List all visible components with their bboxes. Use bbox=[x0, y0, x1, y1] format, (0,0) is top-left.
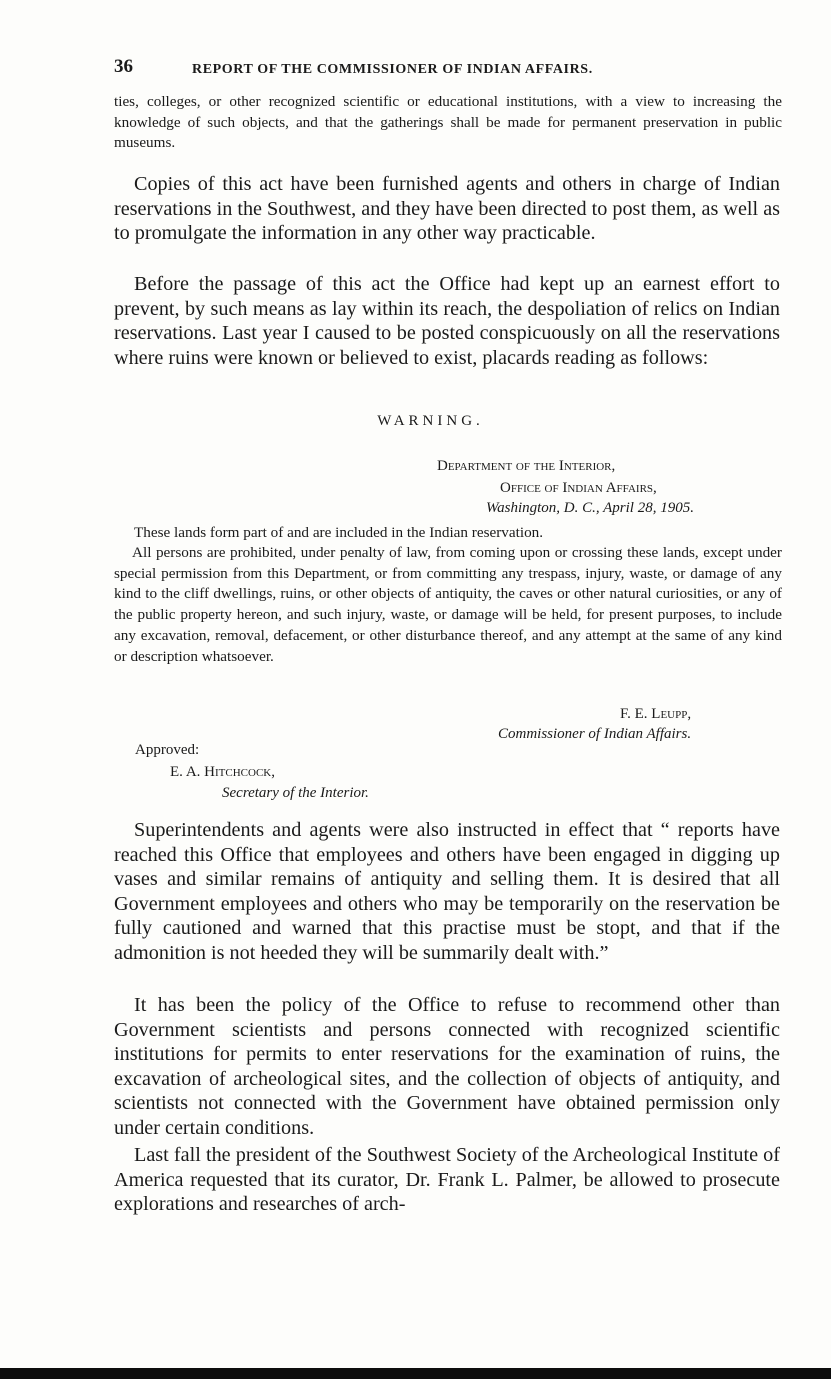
warning-heading: WARNING. bbox=[377, 413, 484, 429]
paragraph-copies-of-act: Copies of this act have been furnished agents and others in charge of Indian reservations in the Southwest, and they have been directed to post them, as well as to promulgate the information in any other way practicable. bbox=[114, 173, 781, 245]
warning-text-prohibition: All persons are prohibited, under penalty of law, from coming upon or crossing these lands, except under special permission from this Department, or from committing any trespass, injury, waste, or damage of any kind to the cliff dwellings, ruins, or other objects of antiquity, the caves or other natural curiosities, or any of the public property hereon, and such injury, waste, or damage will be held, for present purposes, to include any excavation, removal, defacement, or other disturbance thereof, and any attempt at the same of any kind or description whatsoever. bbox=[114, 544, 782, 665]
approver-name: E. A. Hitchcock, bbox=[170, 764, 275, 780]
running-title: REPORT OF THE COMMISSIONER OF INDIAN AFFAIRS. bbox=[192, 62, 593, 77]
page-bottom-edge bbox=[0, 1368, 831, 1379]
warning-department: Department of the Interior, bbox=[437, 458, 616, 474]
approved-label: Approved: bbox=[135, 742, 200, 758]
warning-office: Office of Indian Affairs, bbox=[500, 480, 657, 496]
signer-name: F. E. Leupp, bbox=[620, 706, 692, 722]
page-number: 36 bbox=[114, 56, 133, 77]
paragraph-before-passage: Before the passage of this act the Office had kept up an earnest effort to prevent, by such means as lay within its reach, the despoliation of relics on Indian reservations. Last year I caused to be posted conspicuously on all the reservations where ruins were known or believed to exist, placards reading as follows: bbox=[114, 273, 780, 369]
paragraph-policy: It has been the policy of the Office to refuse to recommend other than Government scientists and persons connected with recognized scientific institutions for permits to enter reservations for the examination of ruins, the excavation of archeological sites, and the collection of objects of antiquity, and scientists not connected with the Government have obtained permission only under certain conditions. bbox=[114, 994, 780, 1139]
warning-dateline: Washington, D. C., April 28, 1905. bbox=[486, 500, 694, 516]
paragraph-continuation: ties, colleges, or other recognized scientific or educational institutions, with a view to increasing the knowledge of such objects, and that the gatherings shall be made for permanent preservation in public museums. bbox=[114, 93, 782, 151]
paragraph-last-fall: Last fall the president of the Southwest Society of the Archeological Institute of America requested that its curator, Dr. Frank L. Palmer, be allowed to prosecute explorations and researches of arch- bbox=[114, 1144, 780, 1216]
signer-title: Commissioner of Indian Affairs. bbox=[498, 726, 692, 742]
approver-title: Secretary of the Interior. bbox=[222, 785, 369, 801]
warning-text-lands: These lands form part of and are included in the Indian reservation. bbox=[134, 524, 544, 541]
paragraph-superintendents: Superintendents and agents were also instructed in effect that “ reports have reached this Office that employees and others have been engaged in digging up vases and similar remains of antiquity and selling them. It is desired that all Government employees and others who may be temporarily on the reservation be fully cautioned and warned that this practise must be stopt, and that if the admonition is not heeded they will be summarily dealt with.” bbox=[114, 819, 780, 964]
